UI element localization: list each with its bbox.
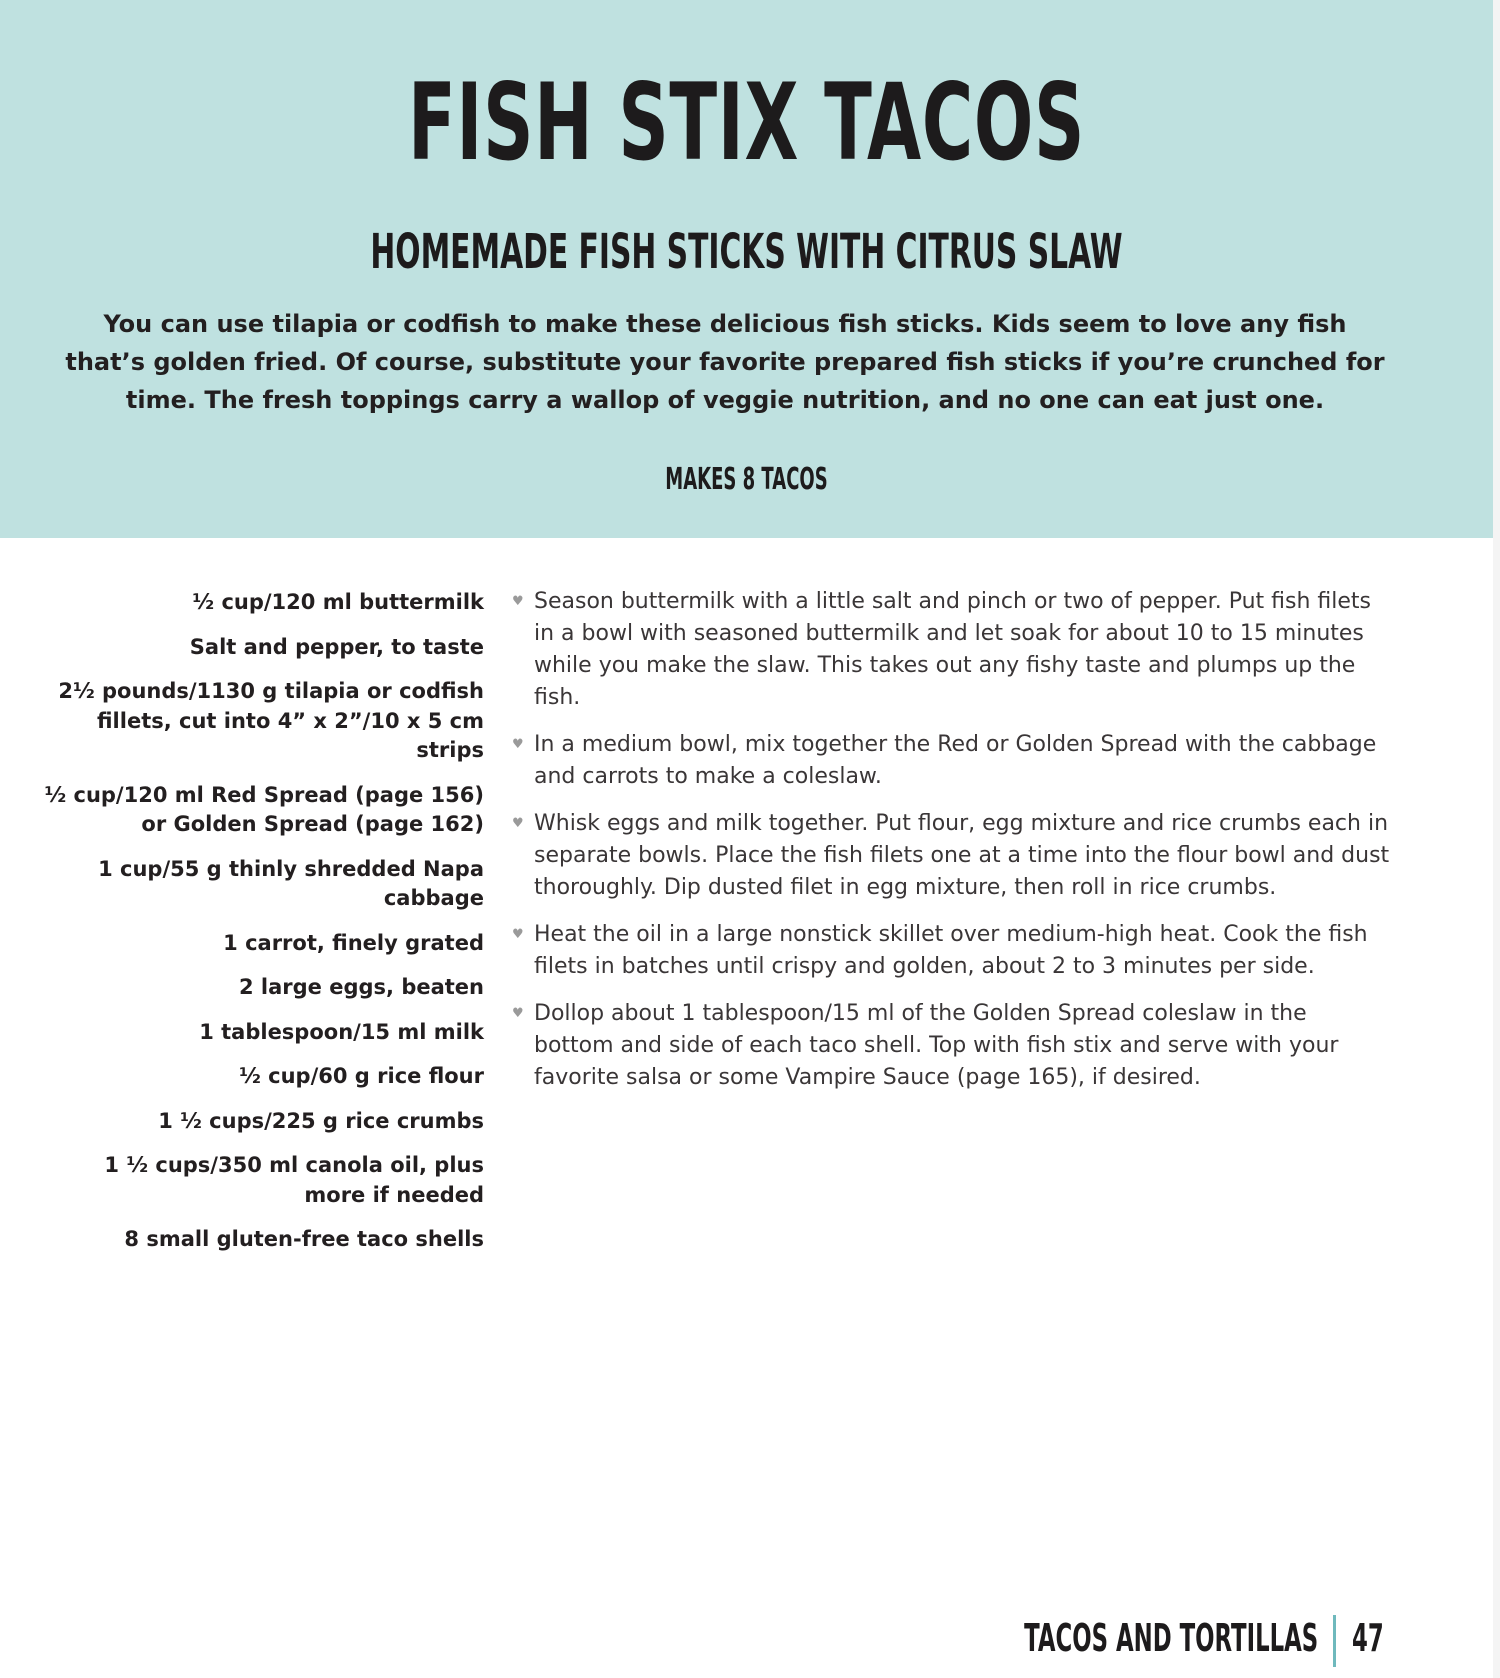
ingredient-item: 1 cup/55 g thinly shredded Napa cabbage <box>98 856 484 910</box>
heart-bullet-icon: ♥ <box>512 594 524 609</box>
recipe-yield: MAKES 8 TACOS <box>665 462 828 497</box>
page-edge <box>1493 0 1500 1678</box>
heart-bullet-icon: ♥ <box>512 737 524 752</box>
ingredient-item: 8 small gluten-free taco shells <box>124 1227 484 1251</box>
ingredient-item: ½ cup/120 ml Red Spread (page 156) or Golden Spread (page 162) <box>44 782 484 836</box>
recipe-subtitle: HOMEMADE FISH STICKS WITH CITRUS SLAW <box>370 224 1123 280</box>
method-step-text: Dollop about 1 tablespoon/15 ml of the Golden Spread coleslaw in the bottom and side of each taco shell. Top with fish stix and serve with your favorite salsa or some Vampire Sauce (page 165), if desired. <box>534 1001 1339 1090</box>
ingredient-item: ½ cup/60 g rice flour <box>239 1064 484 1088</box>
method-step <box>512 919 1392 983</box>
ingredient-item: 2½ pounds/1130 g tilapia or codfish fillets, cut into 4” x 2”/10 x 5 cm strips <box>58 679 484 762</box>
recipe-intro: You can use tilapia or codfish to make these delicious fish sticks. Kids seem to love any fish that’s golden fried. Of course, substitute your favorite prepared fish sticks if you’re crunched for time. The fresh toppings carry a wallop of veggie nutrition, and no one can eat just one. <box>65 310 1385 414</box>
ingredient-item: 1 ½ cups/350 ml canola oil, plus more if needed <box>104 1153 484 1207</box>
heart-bullet-icon: ♥ <box>512 927 524 942</box>
page-footer <box>1023 1615 1400 1665</box>
method-step <box>512 808 1392 904</box>
method-step-text: Season buttermilk with a little salt and pinch or two of pepper. Put fish filets in a bowl with seasoned buttermilk and let soak for about 10 to 15 minutes while you make the slaw. This takes out any fishy taste and plumps up the fish. <box>534 589 1371 710</box>
footer-divider <box>1333 1615 1336 1667</box>
method-step-text: Whisk eggs and milk together. Put flour, egg mixture and rice crumbs each in separate bowls. Place the fish filets one at a time into the flour bowl and dust thoroughly. Dip dusted filet in egg mixture, then roll in rice crumbs. <box>534 811 1390 900</box>
ingredient-item: Salt and pepper, to taste <box>189 634 484 659</box>
ingredient-item: 1 carrot, finely grated <box>223 930 484 955</box>
heart-bullet-icon: ♥ <box>512 1006 524 1021</box>
ingredient-item: 1 tablespoon/15 ml milk <box>199 1019 484 1044</box>
page-number: 47 <box>1352 1616 1384 1660</box>
method-step <box>512 729 1392 793</box>
ingredient-item: 1 ½ cups/225 g rice crumbs <box>158 1108 484 1133</box>
ingredient-list <box>40 588 484 1270</box>
method-step <box>512 998 1392 1094</box>
recipe-title: FISH STIX TACOS <box>407 61 1086 184</box>
ingredient-item: 2 large eggs, beaten <box>238 975 484 999</box>
ingredient-item: ½ cup/120 ml buttermilk <box>192 590 484 614</box>
method-step <box>512 586 1392 714</box>
method-step-text: In a medium bowl, mix together the Red or Golden Spread with the cabbage and carrots to make a coleslaw. <box>534 732 1377 789</box>
method-steps <box>512 586 1392 1109</box>
heart-bullet-icon: ♥ <box>512 816 524 831</box>
footer-section-title: TACOS AND TORTILLAS <box>1023 1616 1318 1660</box>
method-step-text: Heat the oil in a large nonstick skillet over medium-high heat. Cook the fish filets in batches until crispy and golden, about 2 to 3 minutes per side. <box>534 922 1368 979</box>
